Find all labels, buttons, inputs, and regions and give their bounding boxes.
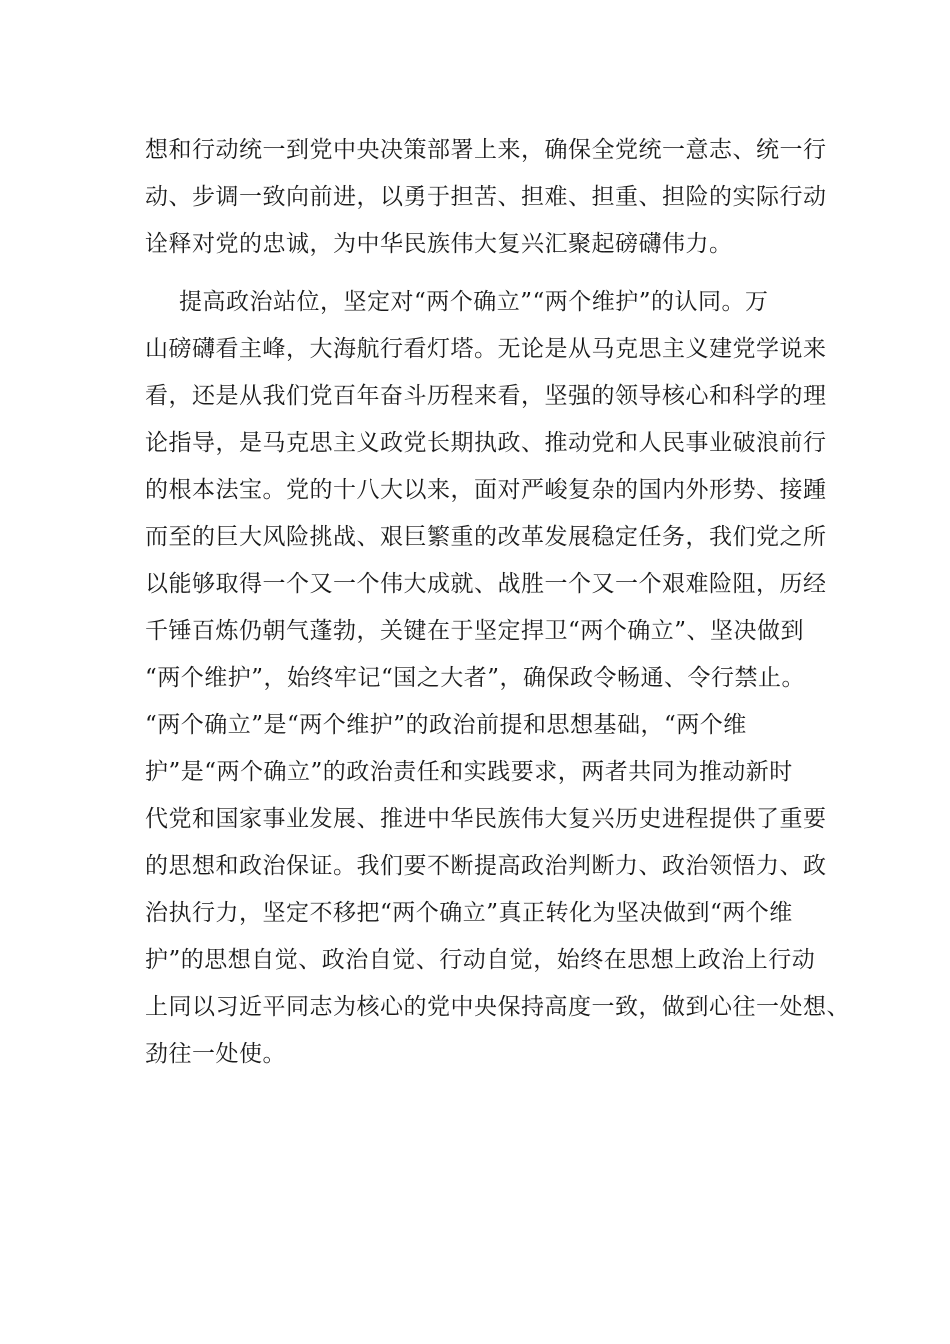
text-line: 论指导，是马克思主义政党长期执政、推动党和人民事业破浪前行 bbox=[145, 430, 827, 456]
text-line: 想和行动统一到党中央决策部署上来，确保全党统一意志、统一行 bbox=[145, 137, 827, 163]
text-line: 看，还是从我们党百年奋斗历程来看，坚强的领导核心和科学的理 bbox=[145, 383, 827, 409]
text-line: “两个确立”是“两个维护”的政治前提和思想基础，“两个维 bbox=[145, 712, 747, 738]
paragraph-1 bbox=[145, 127, 825, 268]
text-line: 上同以习近平同志为核心的党中央保持高度一致，做到心往一处想、 bbox=[145, 994, 850, 1020]
text-line: 治执行力，坚定不移把“两个确立”真正转化为坚决做到“两个维 bbox=[145, 900, 793, 926]
text-line: 以能够取得一个又一个伟大成就、战胜一个又一个艰难险阻，历经 bbox=[145, 571, 827, 597]
text-line: 千锤百炼仍朝气蓬勃，关键在于坚定捍卫“两个确立”、坚决做到 bbox=[145, 618, 805, 644]
text-line: 的思想和政治保证。我们要不断提高政治判断力、政治领悟力、政 bbox=[145, 853, 827, 879]
text-line: 护”是“两个确立”的政治责任和实践要求，两者共同为推动新时 bbox=[145, 759, 793, 785]
text-line: 山磅礴看主峰，大海航行看灯塔。无论是从马克思主义建党学说来 bbox=[145, 336, 827, 362]
text-line: 劲往一处使。 bbox=[145, 1041, 286, 1067]
text-line: 诠释对党的忠诚，为中华民族伟大复兴汇聚起磅礴伟力。 bbox=[145, 231, 733, 257]
text-line: 提高政治站位，坚定对“两个确立”“两个维护”的认同。万 bbox=[179, 289, 769, 315]
body-text bbox=[145, 127, 850, 1078]
text-line: “两个维护”，始终牢记“国之大者”，确保政令畅通、令行禁止。 bbox=[145, 665, 806, 691]
text-line: 护”的思想自觉、政治自觉、行动自觉，始终在思想上政治上行动 bbox=[145, 947, 816, 973]
paragraph-2 bbox=[145, 279, 850, 1078]
text-line: 动、步调一致向前进，以勇于担苦、担难、担重、担险的实际行动 bbox=[145, 184, 827, 210]
text-line: 而至的巨大风险挑战、艰巨繁重的改革发展稳定任务，我们党之所 bbox=[145, 524, 827, 550]
text-line: 代党和国家事业发展、推进中华民族伟大复兴历史进程提供了重要 bbox=[145, 806, 827, 832]
text-line: 的根本法宝。党的十八大以来，面对严峻复杂的国内外形势、接踵 bbox=[145, 477, 827, 503]
paragraph-spacer bbox=[145, 268, 825, 279]
